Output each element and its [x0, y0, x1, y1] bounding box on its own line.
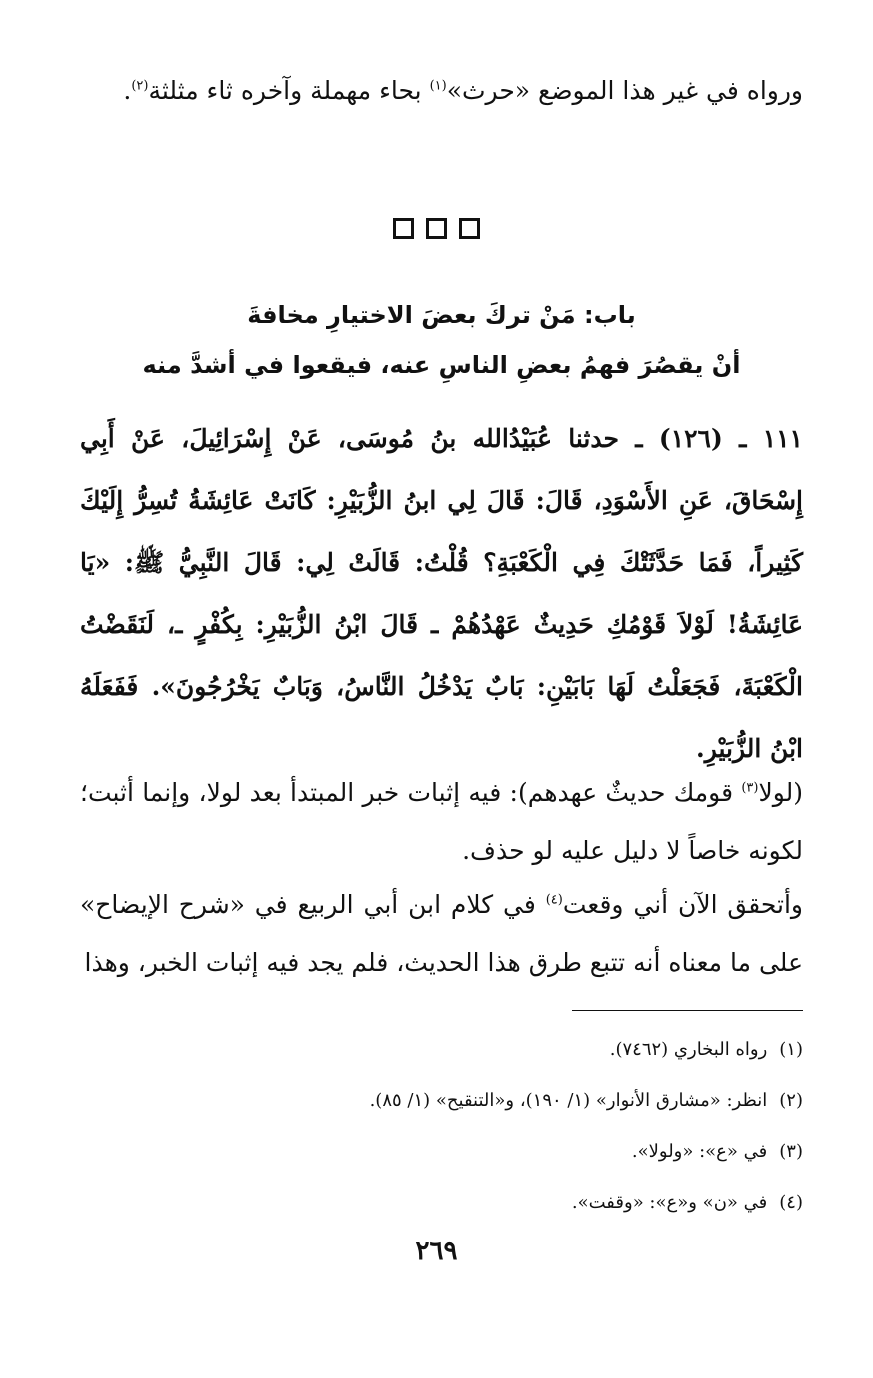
footnote-text: في «ن» و«ع»: «وقفت».	[571, 1192, 768, 1213]
footnote-text: في «ع»: «ولولا».	[631, 1141, 768, 1162]
top-paragraph-lead: ورواه في غير هذا الموضع «حرث»	[446, 76, 803, 105]
hadith-text: ١١١ ـ (١٢٦) ـ حدثنا عُبَيْدُالله بنُ مُوسَى، عَنْ إِسْرَائِيلَ، عَنْ أَبِي إِسْحَاقَ، عَنِ الأَسْوَدِ، قَالَ: قَالَ لِي ابنُ الزُّبَيْرِ: كَانَتْ عَائِشَةُ تُسِرُّ إِلَيْكَ كَثِيراً، فَمَا حَدَّثَتْكَ فِي الْكَعْبَةِ؟ قُلْتُ: قَالَتْ لِي: قَالَ النَّبِيُّ ﷺ: «يَا عَائِشَةُ! لَوْلاَ قَوْمُكِ حَدِيثٌ عَهْدُهُمْ ـ قَالَ ابْنُ الزُّبَيْرِ: بِكُفْرٍ ـ، لَنَقَضْتُ الْكَعْبَةَ، فَجَعَلْتُ لَهَا بَابَيْنِ: بَابٌ يَدْخُلُ النَّاسُ، وَبَابٌ يَخْرُجُونَ». فَفَعَلَهُ ابْنُ الزُّبَيْرِ.	[80, 424, 803, 763]
footnotes	[80, 1024, 803, 1228]
footnote-3	[80, 1126, 803, 1177]
top-paragraph	[80, 62, 803, 120]
section-separator	[0, 218, 873, 239]
footnote-text: انظر: «مشارق الأنوار» (١/ ١٩٠)، و«التنقيح» (١/ ٨٥).	[369, 1090, 768, 1111]
footnote-number: (١)	[779, 1039, 803, 1060]
footnote-2	[80, 1075, 803, 1126]
footnote-number: (٤)	[779, 1192, 803, 1213]
footnote-ref-2: (٢)	[131, 78, 149, 94]
chapter-heading-line-2: أنْ يقصُرَ فهمُ بعضِ الناسِ عنه، فيقعوا في أشدَّ منه	[142, 351, 741, 379]
commentary-1-lead: (لولا	[758, 778, 803, 807]
chapter-heading	[80, 290, 803, 390]
separator-box	[459, 218, 480, 239]
footnote-number: (٢)	[779, 1090, 803, 1111]
commentary-paragraph-1	[80, 764, 803, 880]
footnote-ref-1: (١)	[429, 78, 447, 94]
footnote-4	[80, 1177, 803, 1228]
footnote-1	[80, 1024, 803, 1075]
footnote-number: (٣)	[779, 1141, 803, 1162]
top-paragraph-tail: .	[123, 76, 132, 105]
footnote-separator-rule	[572, 1010, 803, 1011]
commentary-paragraph-2	[80, 876, 803, 992]
separator-box	[393, 218, 414, 239]
top-paragraph-middle: بحاء مهملة وآخره ثاء مثلثة	[148, 76, 430, 105]
commentary-2-text: في كلام ابن أبي الربيع في «شرح الإيضاح» على ما معناه أنه تتبع طرق هذا الحديث، فلم يجد فيه إثبات الخبر، وهذا	[80, 890, 803, 977]
footnote-ref-3: (٣)	[741, 780, 759, 796]
commentary-2-lead: وأتحقق الآن أني وقعت	[562, 890, 804, 919]
page-number: ٢٦٩	[415, 1236, 458, 1266]
footnote-ref-4: (٤)	[545, 892, 563, 908]
commentary-1-text: قومك حديثٌ عهدهم): فيه إثبات خبر المبتدأ بعد لولا، وإنما أثبت؛ لكونه خاصاً لا دليل عليه لو حذف.	[80, 778, 803, 865]
chapter-heading-line-1: باب: مَنْ تركَ بعضَ الاختيارِ مخافةَ	[247, 301, 636, 329]
separator-box	[426, 218, 447, 239]
footnote-text: رواه البخاري (٧٤٦٢).	[609, 1039, 768, 1060]
